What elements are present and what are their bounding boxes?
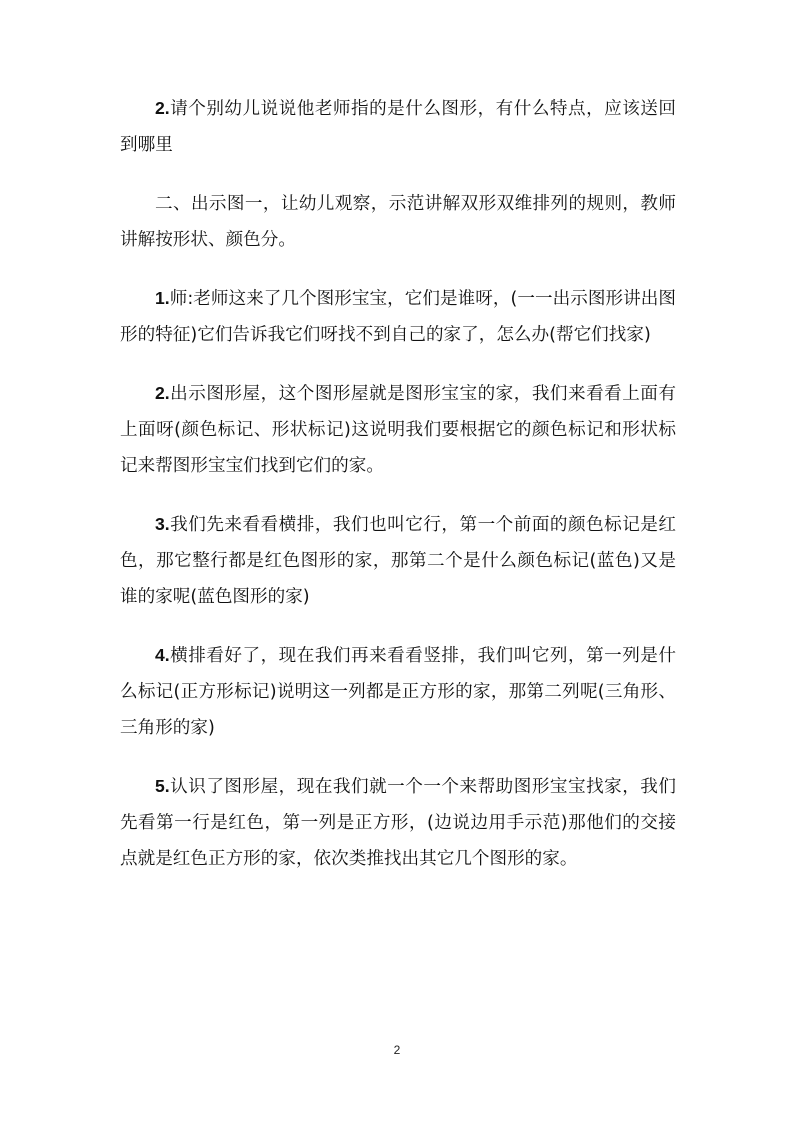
paragraph-text: 认识了图形屋，现在我们就一个一个来帮助图形宝宝找家，我们先看第一行是红色，第一列是正方形，(边说边用手示范)那他们的交接点就是红色正方形的家，依次类推找出其它几个图形的家。 [120,777,676,869]
paragraph-number: 5. [155,776,170,796]
paragraph-text: 二、出示图一，让幼儿观察，示范讲解双形双维排列的规则，教师讲解按形状、颜色分。 [120,194,676,250]
paragraph [120,90,676,163]
paragraph-text: 横排看好了，现在我们再来看看竖排，我们叫它列，第一列是什么标记(正方形标记)说明这一列都是正方形的家，那第二列呢(三角形、三角形的家) [120,646,676,738]
paragraph [120,375,676,484]
paragraph [120,637,676,746]
paragraph-number: 2. [155,383,170,403]
paragraph-number: 1. [155,288,170,308]
paragraph-text: 师:老师这来了几个图形宝宝，它们是谁呀，(一一出示图形讲出图形的特征)它们告诉我它们呀找不到自己的家了，怎么办(帮它们找家) [120,289,676,345]
paragraph-text: 出示图形屋，这个图形屋就是图形宝宝的家，我们来看看上面有上面呀(颜色标记、形状标记)这说明我们要根据它的颜色标记和形状标记来帮图形宝宝们找到它们的家。 [120,384,676,476]
page-number: 2 [393,1043,401,1057]
document-body [120,90,676,899]
paragraph-number: 2. [155,98,170,118]
paragraph-text: 我们先来看看横排，我们也叫它行，第一个前面的颜色标记是红色，那它整行都是红色图形的家，那第二个是什么颜色标记(蓝色)又是谁的家呢(蓝色图形的家) [120,515,676,607]
paragraph-text: 请个别幼儿说说他老师指的是什么图形，有什么特点，应该送回到哪里 [120,99,676,155]
paragraph [120,185,676,258]
paragraph [120,506,676,615]
paragraph [120,768,676,877]
paragraph-number: 4. [155,645,170,665]
paragraph [120,280,676,353]
paragraph-number: 3. [155,514,170,534]
